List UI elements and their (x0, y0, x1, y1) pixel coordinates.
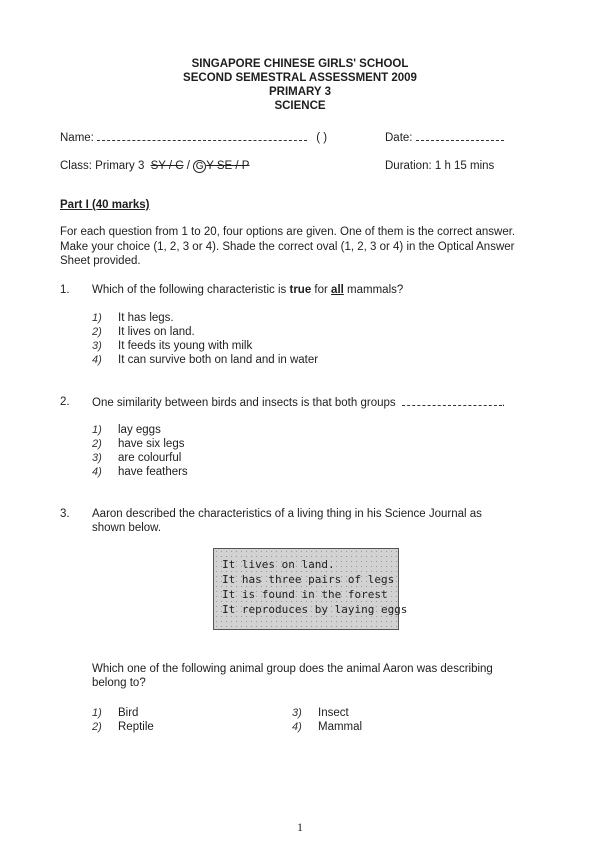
journal-line: It is found in the forest (222, 588, 388, 601)
q1-text-post: mammals? (343, 284, 404, 296)
option-text: It has legs. (118, 312, 174, 324)
q2-number: 2. (60, 396, 70, 408)
date-row (385, 131, 504, 144)
subject-title: SCIENCE (274, 100, 326, 112)
journal-line: It reproduces by laying eggs (222, 603, 408, 616)
option-text: It feeds its young with milk (118, 340, 253, 352)
q3-text-line1: Aaron described the characteristics of a living thing in his Science Journal as (92, 508, 482, 520)
date-label: Date: (385, 132, 413, 144)
q3-option-4[interactable] (292, 720, 362, 734)
name-label: Name: (60, 132, 94, 144)
q2-option-4[interactable] (92, 465, 188, 479)
q1-text-mid: for (311, 284, 332, 296)
option-text: are colourful (118, 452, 182, 464)
option-number: 2) (92, 326, 102, 338)
page-number: 1 (297, 820, 303, 834)
class-option-circled: G (193, 160, 206, 173)
class-row (60, 160, 249, 173)
option-number: 2) (92, 438, 102, 450)
level-title: PRIMARY 3 (269, 86, 331, 98)
option-text: Bird (118, 707, 139, 719)
q1-option-1[interactable] (92, 311, 174, 325)
assessment-title: SECOND SEMESTRAL ASSESSMENT 2009 (183, 72, 417, 84)
name-row (60, 131, 327, 144)
q2-text-body: One similarity between birds and insects is that both groups (92, 397, 396, 409)
option-text: Mammal (318, 721, 363, 733)
option-number: 3) (92, 340, 102, 352)
option-text: It lives on land. (118, 326, 195, 338)
option-number: 4) (92, 354, 102, 366)
q3-number: 3. (60, 508, 70, 520)
name-blank[interactable] (97, 131, 307, 141)
option-number: 1) (92, 424, 102, 436)
school-name: SINGAPORE CHINESE GIRLS' SCHOOL (191, 58, 409, 70)
q1-text-bold: true (289, 284, 312, 296)
class-option-struck-2: Y SE / P (206, 160, 250, 172)
science-journal-box (213, 548, 408, 630)
q2-option-3[interactable] (92, 451, 181, 465)
option-number: 2) (92, 721, 102, 733)
option-text: It can survive both on land and in water (118, 354, 319, 366)
q2-option-2[interactable] (92, 437, 184, 451)
q3-option-1[interactable] (92, 706, 138, 720)
q1-text-bold-underline: all (331, 284, 344, 296)
q2-option-1[interactable] (92, 423, 161, 437)
journal-line: It lives on land. (222, 558, 335, 571)
class-option-struck-1: SY / C (150, 160, 184, 172)
option-number: 3) (92, 452, 102, 464)
q1-text (92, 284, 403, 296)
q1-text-pre: Which of the following characteristic is (92, 284, 290, 296)
q3-question-line2: belong to? (92, 677, 146, 689)
q2-blank (402, 396, 502, 406)
option-number: 1) (92, 312, 102, 324)
option-number: 4) (92, 466, 102, 478)
option-text: have feathers (118, 466, 188, 478)
date-blank[interactable] (416, 131, 504, 141)
option-text: Insect (318, 707, 349, 719)
q2-text: One similarity between birds and insects is that both groups . (92, 397, 506, 409)
q3-text-line2: shown below. (92, 522, 162, 534)
q1-option-2[interactable] (92, 325, 195, 339)
instructions: For each question from 1 to 20, four options are given. One of them is the correct answer. Make your choice (1, 2, 3 or 4). Shade the correct oval (1, 2, 3 or 4) in the Optical Answer Sheet provided. (60, 226, 516, 267)
option-text: have six legs (118, 438, 185, 450)
option-number: 1) (92, 707, 102, 719)
duration: Duration: 1 h 15 mins (385, 160, 495, 172)
part-title: Part I (40 marks) (60, 199, 150, 211)
register-number-paren: ( ) (316, 132, 328, 144)
option-number: 4) (292, 721, 302, 733)
option-number: 3) (292, 707, 302, 719)
q3-option-3[interactable] (292, 706, 349, 720)
q1-option-4[interactable] (92, 353, 318, 367)
class-label: Class: Primary 3 (60, 160, 145, 172)
journal-line: It has three pairs of legs (222, 573, 395, 586)
q3-question-line1: Which one of the following animal group does the animal Aaron was describing (92, 663, 493, 675)
q3-option-2[interactable] (92, 720, 154, 734)
q1-option-3[interactable] (92, 339, 252, 353)
option-text: lay eggs (118, 424, 161, 436)
q1-number: 1. (60, 284, 70, 296)
class-separator: / (183, 160, 190, 172)
option-text: Reptile (118, 721, 154, 733)
